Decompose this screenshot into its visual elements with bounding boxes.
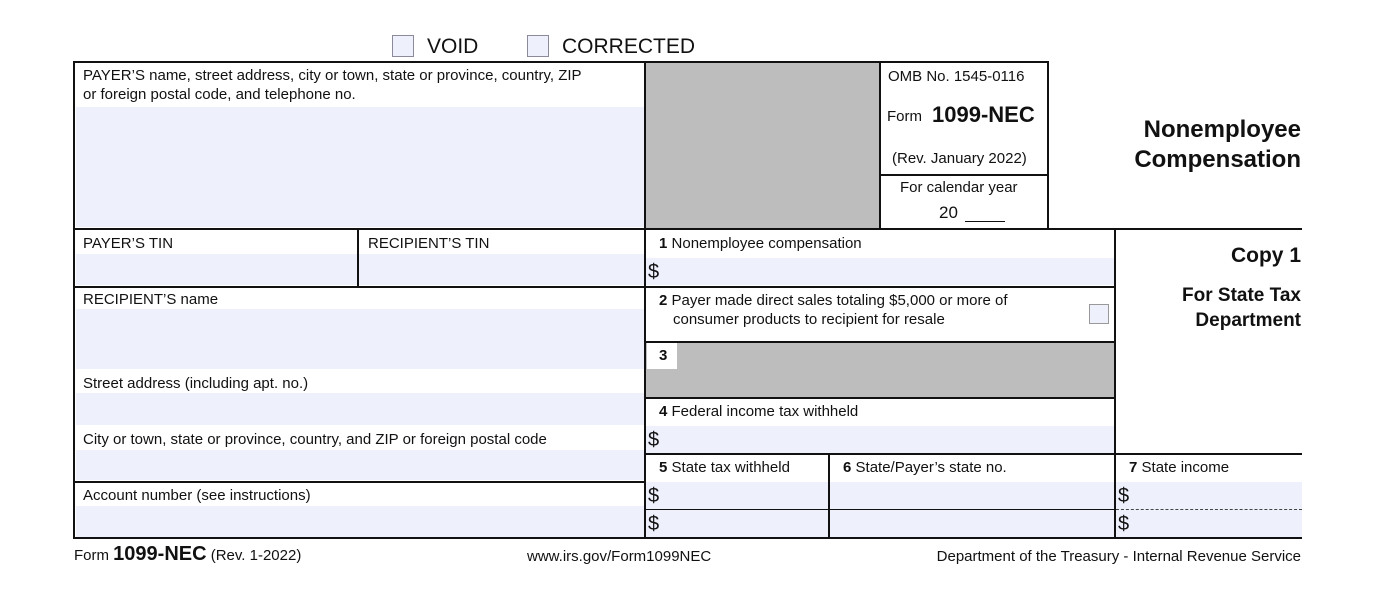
payer-tin-label: PAYER’S TIN [83,235,174,252]
row-divider-1 [73,228,1302,230]
box3-number: 3 [659,347,668,364]
footer-agency: Department of the Treasury - Internal Revenue Service [936,548,1301,565]
copy-dest-2: Department [1195,310,1301,331]
recipient-tin-field[interactable] [359,254,644,285]
footer-url[interactable]: www.irs.gov/Form1099NEC [527,548,712,565]
recipient-name-field[interactable] [76,309,644,369]
title-line-2: Compensation [1134,146,1301,173]
box4-dollar: $ [648,429,660,451]
box3-bottom [646,397,1116,399]
center-divider [644,61,646,539]
box2-checkbox[interactable] [1089,304,1109,324]
box4-field[interactable] [646,426,1114,453]
box1-label: 1 Nonemployee compensation [659,235,862,252]
form-prefix: Form [887,108,922,125]
box3-shaded [646,343,1114,397]
recipient-name-label: RECIPIENT’S name [83,291,219,308]
row-divider-3 [73,481,645,483]
box7-mid-divider [1116,509,1302,510]
payer-info-label-2: or foreign postal code, and telephone no. [83,86,356,103]
form-top-border [73,61,1049,63]
shaded-area-top [646,63,880,229]
street-label: Street address (including apt. no.) [83,375,309,392]
box1-dollar: $ [648,261,660,283]
box5-mid-divider [646,509,829,510]
omb-divider [880,174,1048,176]
corrected-label: CORRECTED [562,35,696,58]
footer-form: Form 1099-NEC (Rev. 1-2022) [74,543,302,565]
box6-mid-divider [830,509,1115,510]
calendar-year-label: For calendar year [900,179,1018,196]
street-field[interactable] [76,393,644,425]
form-bottom-border [73,537,1302,539]
year-underline[interactable] [965,221,1005,222]
corrected-checkbox[interactable] [527,35,549,57]
void-checkbox[interactable] [392,35,414,57]
form-left-border [73,61,75,539]
omb-right-border [1047,61,1049,229]
form-name: 1099-NEC [932,102,1035,127]
city-label: City or town, state or province, country, and ZIP or foreign postal code [83,431,547,448]
box5-label: 5 State tax withheld [659,459,790,476]
row-divider-2 [73,286,645,288]
box7-dollar-2: $ [1118,513,1130,535]
payer-tin-field[interactable] [76,254,357,285]
form-rev: (Rev. January 2022) [892,150,1027,167]
payer-info-label-1: PAYER’S name, street address, city or town, state or province, country, ZIP [83,67,582,84]
payer-info-field[interactable] [76,107,645,227]
year-prefix: 20 [939,203,958,222]
box1-field[interactable] [646,258,1114,285]
account-label: Account number (see instructions) [83,487,311,504]
recipient-tin-label: RECIPIENT’S TIN [368,235,490,252]
copy-label: Copy 1 [1230,244,1301,267]
box5-dollar-2: $ [648,513,660,535]
box2-label-1: 2 Payer made direct sales totaling $5,000 or more of [659,292,1008,309]
void-label: VOID [427,35,479,58]
omb-number: OMB No. 1545-0116 [888,68,1025,85]
account-field[interactable] [76,506,644,537]
box1-bottom [646,286,1116,288]
omb-left-border [879,61,881,229]
box6-label: 6 State/Payer’s state no. [843,459,1007,476]
title-line-1: Nonemployee [1143,116,1301,143]
box2-label-2: consumer products to recipient for resale [673,311,945,328]
box7-label: 7 State income [1129,459,1230,476]
copy-dest-1: For State Tax [1182,285,1301,306]
city-field[interactable] [76,450,644,480]
box4-label: 4 Federal income tax withheld [659,403,859,420]
box7-dollar-1: $ [1118,485,1130,507]
row-divider-state [646,453,1302,455]
box5-dollar-1: $ [648,485,660,507]
